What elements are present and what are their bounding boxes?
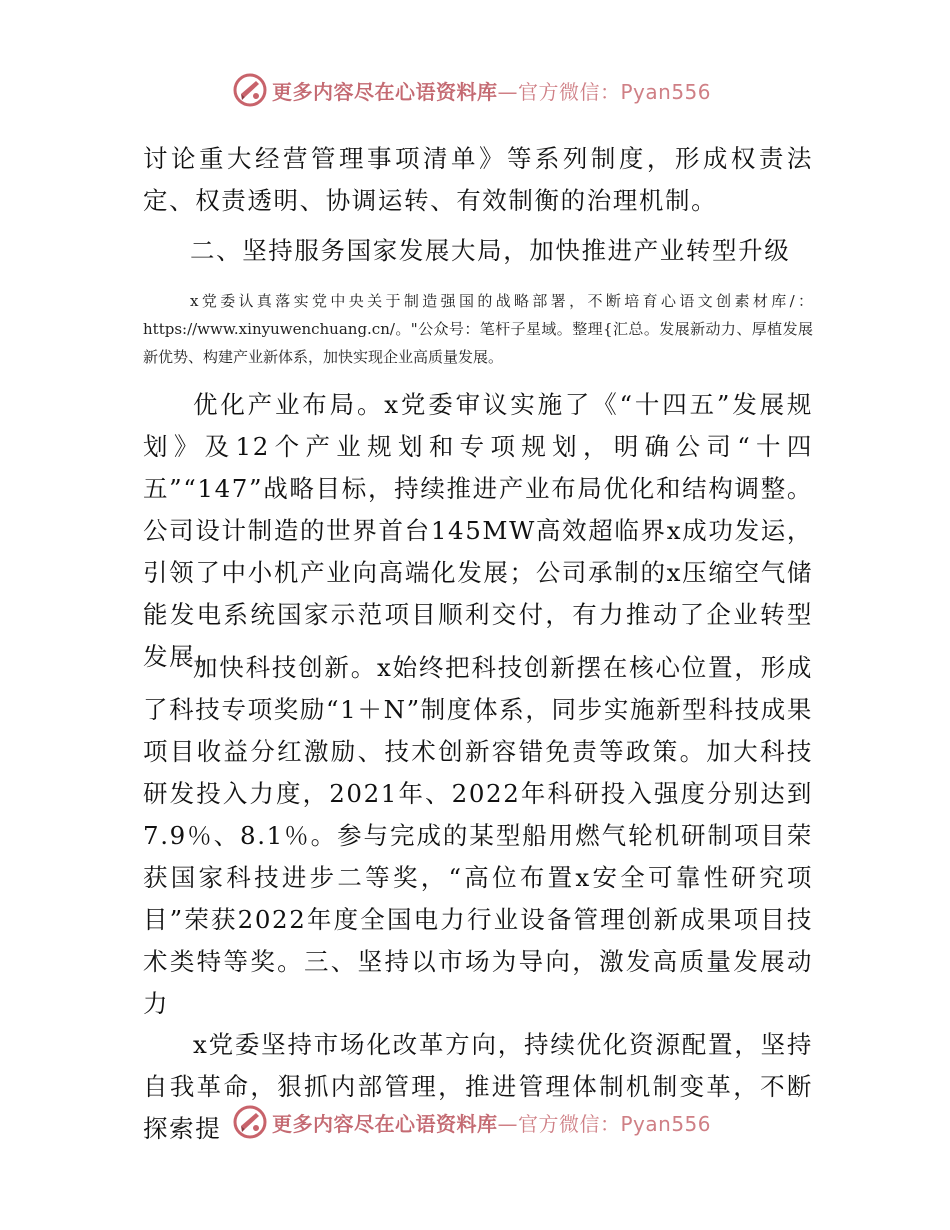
paragraph-tech-innovation: 加快科技创新。x始终把科技创新摆在核心位置，形成了科技专项奖励“1＋N”制度体系，同步实施新型科技成果项目收益分红激励、技术创新容错免责等政策。加大科技研发投入力度，2021年、2022年科研投入强度分别达到7.9％、8.1％。参与完成的某型船用燃气轮机研制项目荣获国家科技进步二等奖，“高位布置x安全可靠性研究项目”荣获2022年度全国电力行业设备管理创新成果项目技术类特等奖。三、坚持以市场为导向，激发高质量发展动力 [143,653,813,1018]
paragraph-governance: 讨论重大经营管理事项清单》等系列制度，形成权责法定、权责透明、协调运转、有效制衡的治理机制。 [143,144,813,215]
paragraph-industrial-layout: 优化产业布局。x党委审议实施了《“十四五”发展规划》及12个产业规划和专项规划，明确公司“十四五”“147”战略目标，持续推进产业布局优化和结构调整。公司设计制造的世界首台145MW高效超临界x成功发运，引领了中小机产业向高端化发展；公司承制的x压缩空气储能发电系统国家示范项目顺利交付，有力推动了企业转型发展。 [143,390,813,671]
brand-logo-icon [232,1104,268,1140]
header-watermark-text: 更多内容尽在心语资料库—官方微信：Pyan556 [272,80,712,104]
brand-logo-icon [232,72,268,108]
footer-watermark-text: 更多内容尽在心语资料库—官方微信：Pyan556 [272,1112,712,1136]
header-watermark [0,70,950,110]
paragraph-market-reform: x党委坚持市场化改革方向，持续优化资源配置，坚持自我革命，狠抓内部管理，推进管理体制机制变革，不断探索提 [143,1030,813,1143]
section-heading-2: 二、坚持服务国家发展大局，加快推进产业转型升级 [190,236,791,265]
paragraph-small-print: x党委认真落实党中央关于制造强国的战略部署，不断培育心语文创素材库/：https://www.xinyuwenchuang.cn/。"公众号：笔杆子星域。整理{汇总。发展新动力、厚植发展新优势、构建产业新体系，加快实现企业高质量发展。 [143,292,813,366]
footer-watermark [0,1102,950,1142]
